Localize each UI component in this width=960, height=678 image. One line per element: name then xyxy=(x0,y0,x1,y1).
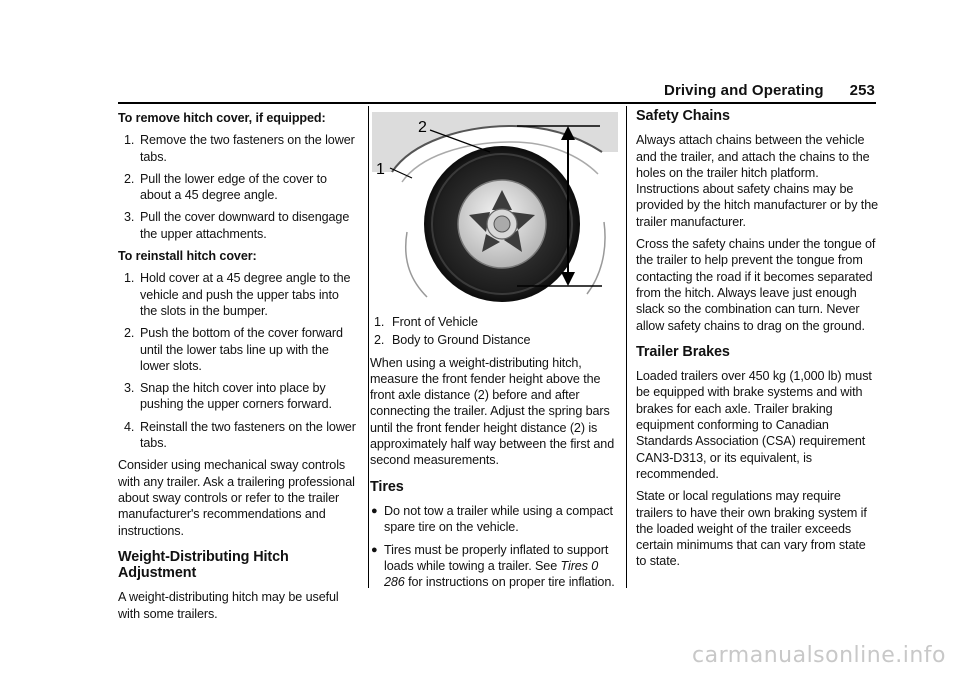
list-item: 2. Push the bottom of the cover forward until the lower tabs line up with the lower slots. xyxy=(124,326,343,373)
list-item: 1. Front of Vehicle xyxy=(374,315,478,329)
page-header xyxy=(664,82,875,99)
section-title: Driving and Operating xyxy=(664,82,824,99)
tires-reference-link[interactable]: Tires 0 286 xyxy=(384,558,599,590)
tire-measurement-figure xyxy=(372,112,618,302)
trailer-brakes-heading: Trailer Brakes xyxy=(636,343,730,360)
list-item: ● Tires must be properly inflated to support loads while towing a trailer. See Tires 0 286 for instructions on proper tire inflation. xyxy=(371,542,615,590)
measure-paragraph: When using a weight-distributing hitch, measure the front fender height above the front axle distance (2) before and after connecting the trailer. Adjust the spring bars until the front fender height distance (2) is approximately half way between the first and second measurements. xyxy=(370,355,615,468)
remove-heading: To remove hitch cover, if equipped: xyxy=(118,111,326,125)
column-right xyxy=(636,108,878,576)
tires-heading: Tires xyxy=(370,478,404,495)
reinstall-steps xyxy=(118,270,358,451)
wd-hitch-heading: Weight-Distributing Hitch Adjustment xyxy=(118,548,289,582)
callout-2: 2 xyxy=(418,119,427,136)
list-item: ● Do not tow a trailer while using a compact spare tire on the vehicle. xyxy=(371,503,613,535)
list-item: 1. Remove the two fasteners on the lower tabs. xyxy=(124,133,355,164)
list-item: 2. Body to Ground Distance xyxy=(374,333,531,348)
figure-captions xyxy=(370,314,618,349)
watermark: carmanualsonline.info xyxy=(692,643,946,668)
brakes-paragraph-1: Loaded trailers over 450 kg (1,000 lb) must be equipped with brake systems and with brakes for each axle. Trailer braking equipment conforming to Canadian Standards Association (CSA) requirement CAN3-D313, or its equivalent, is recommended. xyxy=(636,369,872,481)
chains-paragraph-1: Always attach chains between the vehicle and the trailer, and attach the chains to the holes on the trailer hitch platform. Instructions about safety chains may be provided by the hitch manufacturer or by the trailer manufacturer. xyxy=(636,133,879,229)
column-divider-2 xyxy=(626,106,627,588)
list-item: 3. Pull the cover downward to disengage the upper attachments. xyxy=(124,210,350,241)
tires-bullets xyxy=(370,503,618,590)
column-divider-1 xyxy=(368,106,369,588)
column-middle xyxy=(370,112,618,596)
wd-hitch-intro: A weight-distributing hitch may be useful with some trailers. xyxy=(118,590,339,621)
remove-steps xyxy=(118,132,358,242)
page-ref-icon: 0 xyxy=(591,558,599,573)
reinstall-heading: To reinstall hitch cover: xyxy=(118,249,257,264)
header-rule xyxy=(118,102,876,104)
sway-paragraph: Consider using mechanical sway controls with any trailer. Ask a trailering professional about sway controls or refer to the trailer manufacturer's recommendations and instructions. xyxy=(118,458,355,538)
list-item: 4. Reinstall the two fasteners on the lower tabs. xyxy=(124,419,356,451)
list-item: 3. Snap the hitch cover into place by pushing the upper corners forward. xyxy=(124,381,332,412)
brakes-paragraph-2: State or local regulations may require trailers to have their own braking system if the loaded weight of the trailer exceeds certain minimums that can vary from state to state. xyxy=(636,489,867,569)
page-number: 253 xyxy=(849,82,875,99)
list-item: 1. Hold cover at a 45 degree angle to the vehicle and push the upper tabs into the slots in the bumper. xyxy=(124,271,351,318)
chains-paragraph-2: Cross the safety chains under the tongue of the trailer to help prevent the tongue from contacting the road if it becomes separated from the hitch. Always leave just enough slack so the combination can turn. Never allow safety chains to drag on the ground. xyxy=(636,237,876,333)
bullet-icon: ● xyxy=(371,543,378,556)
safety-chains-heading: Safety Chains xyxy=(636,108,730,124)
bullet-icon: ● xyxy=(371,504,378,517)
column-left xyxy=(118,110,358,628)
callout-1: 1 xyxy=(376,161,385,178)
list-item: 2. Pull the lower edge of the cover to about a 45 degree angle. xyxy=(124,171,327,203)
